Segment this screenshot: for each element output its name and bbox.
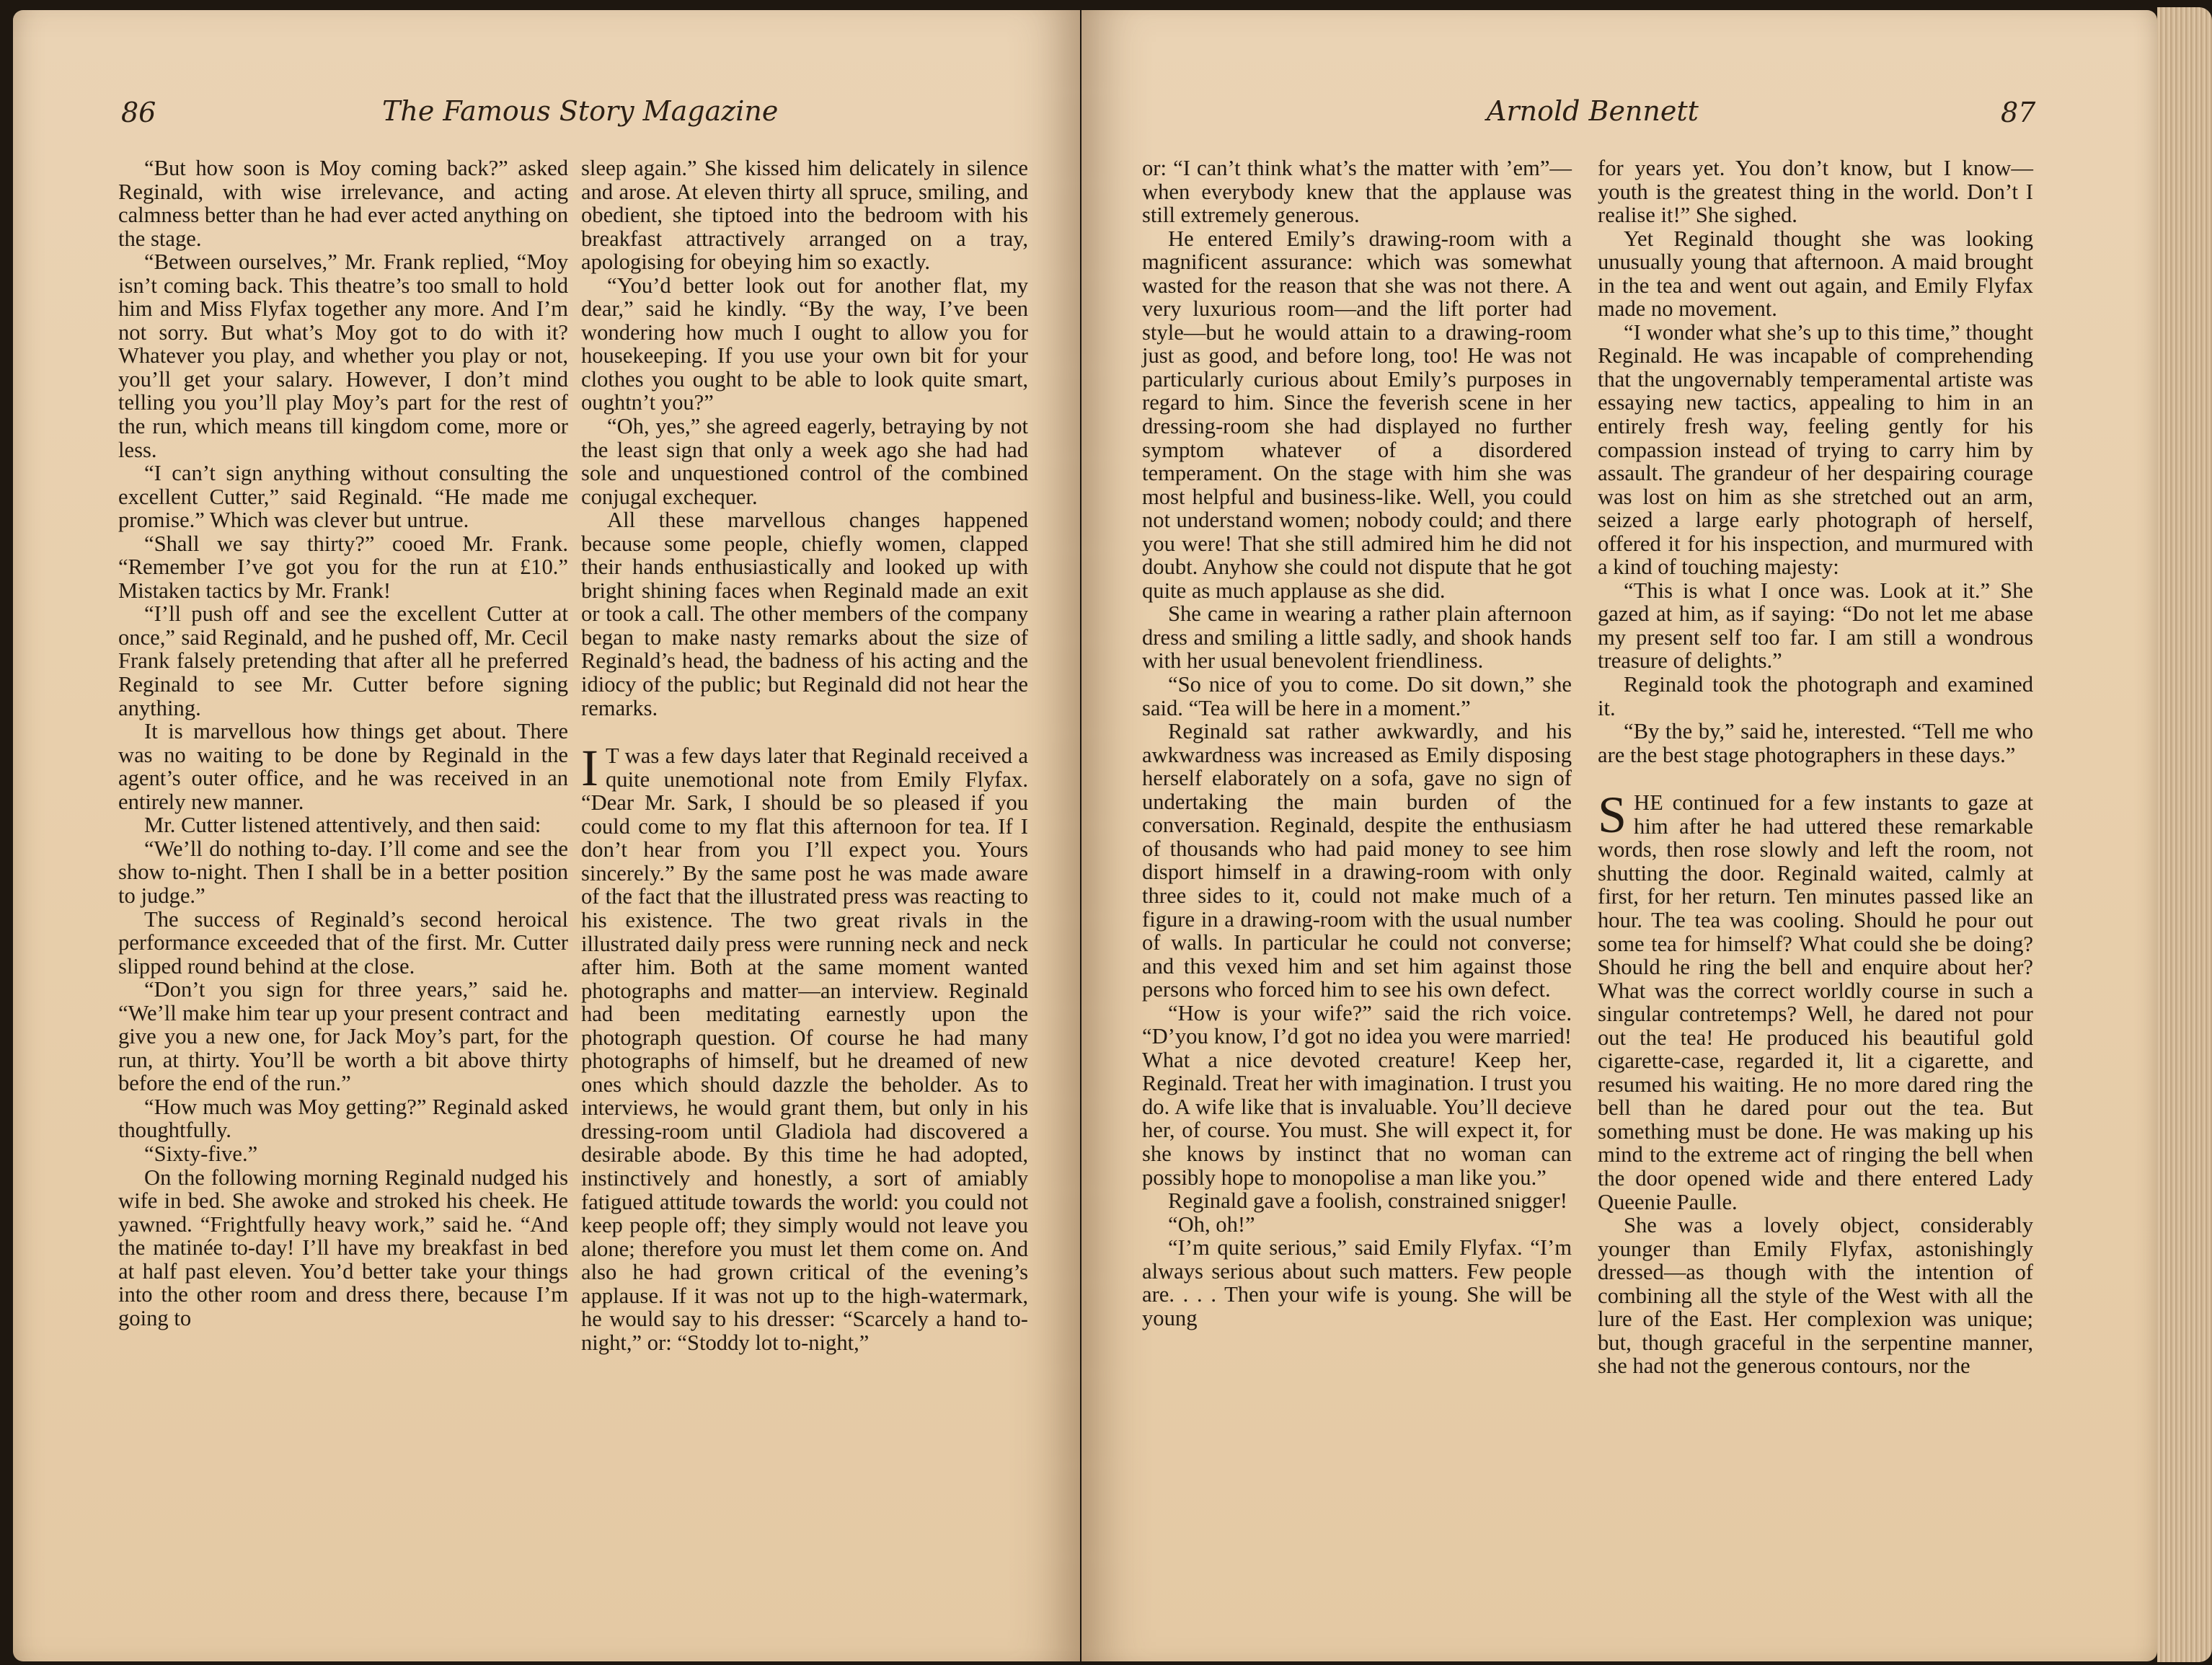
paragraph: for years yet. You don’t know, but I know—youth is the greatest thing in the world. Don’t I realise it!” She sighed. — [1598, 156, 2033, 228]
paragraph: Reginald sat rather awkwardly, and his awkwardness was increased as Emily disposing herself elaborately on a sofa, gave no sign of undertaking the main burden of the conversation. Reginald, despite the enthusiasm of thousands who had paid money to see him disport himself in a drawing-room with only three sides to it, could not make much of a figure in a drawing-room with the usual number of walls. In particular he could not converse; and this vexed him and set him against those persons who forced him to see his own defect. — [1142, 719, 1572, 1002]
paragraph: “How much was Moy getting?” Reginald asked thoughtfully. — [118, 1094, 568, 1143]
section-text: T was a few days later that Reginald received a quite unemotional note from Emily Flyfax. “Dear Mr. Sark, I should be so pleased if you could come to my flat this afternoon for tea. If I don’t hear from you I’ll expect you. Yours sincerely.” By the same post he was made aware of the fact that the illustrated press was reacting to his existence. The two great rivals in the illustrated daily press were running neck and neck after him. Both at the same moment wanted photographs and matter—an interview. Reginald had been meditating earnestly upon the photograph question. Of course he had many photographs of himself, but he dreamed of new ones which should dazzle the beholder. As to interviews, he would grant them, but only in his dressing-room until Gladiola had discovered a desirable abode. By this time he had adopted, instinctively and honestly, a sort of amiably fatigued attitude towards the world: you could not keep people off; they simply would not leave you alone; therefore you must let them come on. And also he had grown critical of the evening’s applause. If it was not up to the high-watermark, he would say to his dresser: “Scarcely a hand to-night,” or: “Stoddy lot to-night,” — [581, 743, 1028, 1355]
paragraph: Reginald gave a foolish, constrained snigger! — [1168, 1188, 1567, 1214]
paragraph: “Shall we say thirty?” cooed Mr. Frank. “Remember I’ve got you for the run at £10.” Mistaken tactics by Mr. Frank! — [118, 531, 568, 603]
paragraph: “So nice of you to come. Do sit down,” she said. “Tea will be here in a moment.” — [1142, 672, 1572, 720]
page-number: 86 — [121, 97, 156, 128]
paragraph: “Between ourselves,” Mr. Frank replied, “Moy isn’t coming back. This theatre’s too small to hold him and Miss Flyfax together any more. And I’m not sorry. But what’s Moy got to do with it? Whatever you play, and whether you play or not, you’ll get your salary. However, I don’t mind telling you you’ll play Moy’s part for the rest of the run, which means till kingdom come, more or less. — [118, 249, 568, 462]
text-column-1 — [118, 156, 568, 1330]
page-edges — [2157, 7, 2212, 1662]
section-break — [1598, 767, 2033, 791]
paragraph: All these marvellous changes happened because some people, chiefly women, clapped their hands enthusiastically and looked up with bright shining faces when Reginald made an exit or took a call. The other members of the company began to make nasty remarks about the size of Reginald’s head, the badness of his acting and the idiocy of the public; but Reginald did not hear the remarks. — [581, 508, 1028, 720]
paragraph: “We’ll do nothing to-day. I’ll come and see the show to-night. Then I shall be in a better position to judge.” — [118, 836, 568, 908]
text-column-2 — [1598, 156, 2033, 1378]
text-column-2 — [581, 156, 1028, 1354]
paragraph: The success of Reginald’s second heroical performance exceeded that of the first. Mr. Cutter slipped round behind at the close. — [118, 906, 568, 979]
paragraph: “By the by,” said he, interested. “Tell me who are the best stage photographers in these days.” — [1598, 719, 2033, 767]
page-number: 87 — [2001, 97, 2036, 128]
paragraph: “But how soon is Moy coming back?” asked Reginald, with wise irrelevance, and acting calmness better than he had ever acted anything on the stage. — [118, 156, 568, 251]
drop-cap: I — [581, 739, 598, 798]
section-text: HE continued for a few instants to gaze at him after he had uttered these remarkable words, then rose slowly and left the room, not shutting the door. Reginald waited, calmly at first, for her return. Ten minutes passed like an hour. The tea was cooling. Should he pour out some tea for himself? What could she be doing? Should he ring the bell and enquire about her? What was the correct worldly course in such a singular contretemps? Well, he dared not pour out the tea! He produced his beautiful gold cigarette-case, regarded it, lit a cigarette, and resumed his waiting. He no more dared ring the bell than he dared pour out the tea. But something must be done. He was making up his mind to the extreme act of ringing the bell when the door opened wide and there entered Lady Queenie Paulle. — [1598, 790, 2033, 1214]
running-head: Arnold Bennett — [1487, 95, 1699, 127]
paragraph: or: “I can’t think what’s the matter with ’em”—when everybody knew that the applause was still extremely generous. — [1142, 156, 1572, 228]
paragraph: “I wonder what she’s up to this time,” thought Reginald. He was incapable of comprehending that the ungovernably temperamental artiste was essaying new tactics, appealing to him in an entirely fresh way, feeling gently for his compassion instead of trying to carry him by assault. The grandeur of her despairing courage was lost on him as she stretched out an arm, seized a large early photograph of herself, offered it for his inspection, and murmured with a kind of touching majesty: — [1598, 319, 2033, 580]
paragraph: “I’ll push off and see the excellent Cutter at once,” said Reginald, and he pushed off, Mr. Cecil Frank falsely pretending that after all he preferred Reginald to see Mr. Cutter before signing anything. — [118, 601, 568, 720]
paragraph: Reginald took the photograph and examined it. — [1598, 672, 2033, 720]
paragraph: sleep again.” She kissed him delicately in silence and arose. At eleven thirty all spruce, smiling, and obedient, she tiptoed into the bedroom with his breakfast attractively arranged on a tray, apologising for obeying him so exactly. — [581, 156, 1028, 275]
paragraph: “How is your wife?” said the rich voice. “D’you know, I’d got no idea you were married! What a nice devoted creature! Keep her, Reginald. Treat her with imagination. I trust you do. A wife like that is invaluable. You’ll decieve her, of course. You must. She will expect it, for she knows by instinct that no woman can possibly hope to monopolise a man like you.” — [1142, 1000, 1572, 1190]
paragraph: “Oh, yes,” she agreed eagerly, betraying by not the least sign that only a week ago she had had sole and unquestioned control of the combined conjugal exchequer. — [581, 414, 1028, 509]
paragraph: “Oh, oh!” — [1168, 1211, 1255, 1237]
section-opening — [1598, 786, 2033, 1214]
paragraph: “Sixty-five.” — [144, 1141, 258, 1166]
paragraph: On the following morning Reginald nudged his wife in bed. She awoke and stroked his cheek. He yawned. “Frightfully heavy work,” said he. “And the matinée to-day! I’ll have my breakfast in bed at half past eleven. You’d better take your things into the other room and dress there, because I’m going to — [118, 1165, 568, 1330]
section-opening — [581, 739, 1028, 1355]
paragraph: She came in wearing a rather plain afternoon dress and smiling a little sadly, and shook hands with her usual benevolent friendliness. — [1142, 601, 1572, 673]
paragraph: “I’m quite serious,” said Emily Flyfax. “I’m always serious about such matters. Few people are. . . . Then your wife is young. She will be young — [1142, 1235, 1572, 1330]
left-page — [13, 10, 1080, 1661]
running-head: The Famous Story Magazine — [382, 95, 779, 127]
paragraph: “Don’t you sign for three years,” said he. “We’ll make him tear up your present contract and give you a new one, for Jack Moy’s part, for the run, at thirty. You’ll be worth a bit above thirty before the end of the run.” — [118, 977, 568, 1096]
paragraph: Mr. Cutter listened attentively, and then said: — [144, 813, 541, 838]
section-break — [581, 720, 1028, 744]
paragraph: She was a lovely object, considerably younger than Emily Flyfax, astonishingly dressed—as though with the intention of combining all the style of the West with all the lure of the East. Her complexion was unique; but, though graceful in the serpentine manner, she had not the generous contours, nor the — [1598, 1213, 2033, 1379]
paragraph: It is marvellous how things get about. There was no waiting to be done by Reginald in the agent’s outer office, and he was received in an entirely new manner. — [118, 719, 568, 814]
paragraph: “You’d better look out for another flat, my dear,” said he kindly. “By the way, I’ve been wondering how much I ought to allow you for housekeeping. If you use your own bit for your clothes you ought to be able to look quite smart, oughtn’t you?” — [581, 273, 1028, 415]
text-column-1 — [1142, 156, 1572, 1330]
drop-cap: S — [1598, 786, 1627, 844]
paragraph: “I can’t sign anything without consulting the excellent Cutter,” said Reginald. “He made me promise.” Which was clever but untrue. — [118, 461, 568, 533]
paragraph: Yet Reginald thought she was looking unusually young that afternoon. A maid brought in the tea and went out again, and Emily Flyfax made no movement. — [1598, 226, 2033, 322]
paragraph: He entered Emily’s drawing-room with a magnificent assurance: which was somewhat wasted for the reason that she was not there. A very luxurious room—and the lift porter had style—but he would attain to a drawing-room just as good, and before long, too! He was not particularly curious about Emily’s purposes in regard to him. Since the feverish scene in her dressing-room she had displayed no further symptom whatever of a disordered temperament. On the stage with him she was most helpful and business-like. Well, you could not understand women; nobody could; and there you were! That she still admired him he did not doubt. Anyhow she could not dispute that he got quite as much applause as she did. — [1142, 226, 1572, 603]
right-page — [1081, 10, 2157, 1661]
paragraph: “This is what I once was. Look at it.” She gazed at him, as if saying: “Do not let me abase my present self too far. I am still a wondrous treasure of delights.” — [1598, 578, 2033, 673]
